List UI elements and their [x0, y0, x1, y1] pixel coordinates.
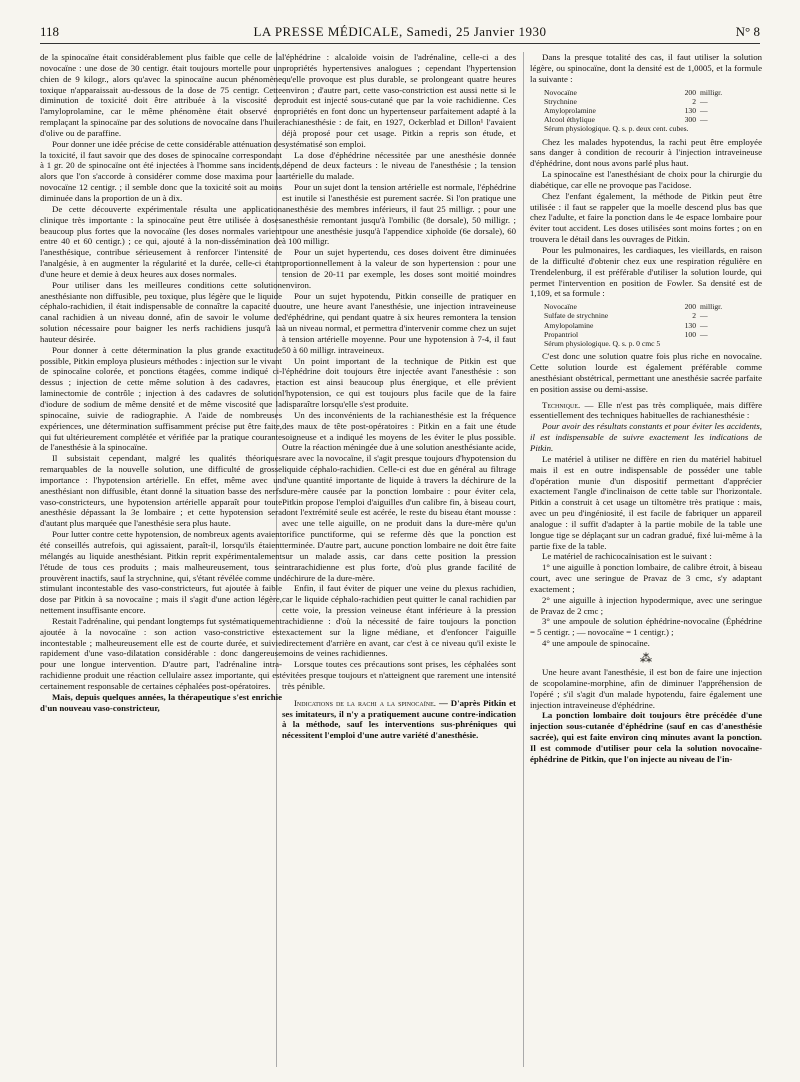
list-item: 4° une ampoule de spinocaïne.	[542, 638, 650, 649]
paragraph: Pour un sujet dont la tension artérielle est normale, l'éphédrine est inutile si l'anesthésie est purement sacrée. Si l'on pratique une anesthésie des membres inférieurs, il faut 25 milligr. ; pour une anesthésie remontant jusqu'à l'ombilic (8e dorsale), 50 milligr. ; pour une anesthésie jusqu'à l'appendice xiphoïde (6e dorsale), 60 à 100 milligr.	[282, 182, 516, 247]
indications-text: — D'après Pitkin et ses imitateurs, il n'y a pratiquement aucune contre-indication à la méthode, sauf les interventions sus-phréniques qui nécessitent l'emploi d'une autre variété d'anesthésie.	[282, 697, 516, 741]
formula-row: Novocaïne 200 milligr.	[544, 302, 723, 312]
formula-row: Novocaïne 200 milligr.	[544, 87, 723, 97]
technique-note: Pour avoir des résultats constants et pour éviter les accidents, il est indispensable de suivre exactement les indications de Pitkin.	[530, 421, 762, 453]
formula-row: Amyloprolamine 130 —	[544, 105, 708, 115]
list-item: 1° une aiguille à ponction lombaire, de calibre étroit, à biseau court, avec une seringue de Pravaz de 3 cmc, s'y adaptant exactement ;	[530, 562, 762, 594]
formula-row: Strychnine 2 —	[544, 96, 708, 106]
header-rule	[40, 43, 760, 44]
page-header	[40, 24, 760, 42]
formula-row: Sérum physiologique. Q. s. p. deux cent. cubes.	[544, 124, 689, 134]
paragraph: Restait l'adrénaline, qui pendant longtemps fut systématiquement ajoutée à la novocaïne : son action vaso-constrictive est incontestable ; malheureusement elle est de courte durée, et suivie rapidement d'une vaso-dilatation considérable : donc dangereuse pour une longue intervention. D'autre part, l'adrénaline intra-rachidienne produit une réaction cellulaire assez importante, qui est certainement responsable de certaines céphalées post-opératoires.	[40, 615, 282, 691]
page-number: 118	[40, 24, 60, 39]
paragraph: La dose d'éphédrine nécessitée par une anesthésie donnée dépend de deux facteurs : le niveau de l'anesthésie ; la tension artérielle du malade.	[282, 149, 516, 182]
paragraph: Il subsistait cependant, malgré les qualités théoriques remarquables de la nouvelle solution, une difficulté de grosse importance : l'hypotension artérielle. En effet, même avec un anesthésiant non diffusible, étant donné la situation basse des nerfs vaso-constricteurs, une hypotension artérielle apparaît pour toute anesthésie dépassant la 3e lombaire ; et cette hypotension sera d'autant plus marquée que l'anesthésie sera plus haute.	[40, 453, 282, 529]
paragraph: Lorsque toutes ces précautions sont prises, les céphalées sont évitées presque toujours et n'atteignent que rarement une intensité très pénible.	[282, 659, 516, 691]
formula-row: Alcool éthylique 300 —	[544, 115, 708, 125]
paragraph: Enfin, il faut éviter de piquer une veine du plexus rachidien, car le liquide céphalo-rachidien peut quitter le canal rachidien par cette voie, la pression veineuse étant inférieure à la pression rachidienne : d'où la nécessité de faire toujours la ponction exactement sur la ligne médiane, et d'enfoncer l'aiguille directement d'arrière en avant, car c'est à ce niveau qu'il existe le moins de veines rachidiennes.	[282, 583, 516, 659]
section-heading: Technique.	[542, 399, 581, 410]
paragraph: Chez les malades hypotendus, la rachi peut être employée sans danger à condition de recourir à l'injection intraveineuse d'éphédrine, dont nous avons parlé plus haut.	[530, 136, 762, 169]
formula-row: Propantriol 100 —	[544, 329, 708, 339]
list-item: 2° une aiguille à injection hypodermique, avec une seringue de Pravaz de 2 cmc ;	[530, 594, 762, 616]
column-2	[282, 52, 516, 741]
paragraph: de la spinocaïne était considérablement plus faible que celle de la novocaïne : une dose de 30 centigr. était toujours mortelle pour un chien de 9 kilogr., alors qu'avec la spinocaïne aucun phénomène toxique n'apparaissait au-dessous de la dose de 75 centigr. Cette diminution de toxicité doit être attribuée à la viscosité de l'amyloprolamine, car le même phénomène était observé en remplaçant la spinocaïne par des solutions de novocaïne dans l'huile d'olive ou de paraffine.	[40, 52, 282, 138]
paragraph: Pour donner à cette détermination la plus grande exactitude possible, Pitkin employa plusieurs méthodes : injection sur le vivant de spinocaïne colorée, et ponctions étagées, comme indiqué ci-dessus ; injection de cette même solution à des cadavres, et laminectomie de contrôle ; injection à des cadavres de solution d'iodure de sodium de même densité et de même viscosité que la spinocaïne, suivie de radiographie. A l'aide de nombreuses expériences, une détermination suffisamment précise put être faite, qui fut ultérieurement complétée et vérifiée par la pratique courante de l'anesthésie à la spinocaïne.	[40, 344, 282, 453]
paragraph: C'est donc une solution quatre fois plus riche en novocaïne. Cette solution lourde est également préférable comme anesthésiant obstétrical, permettant une anesthésie sacrée parfaite en position assise ou demi-assise.	[530, 351, 762, 394]
paragraph: La spinocaïne est l'anesthésiant de choix pour la chirurgie du diabétique, car elle ne provoque pas l'acidose.	[530, 169, 762, 190]
column-divider	[523, 52, 524, 1067]
paragraph: l'éphédrine : alcaloïde voisin de l'adrénaline, celle-ci a des propriétés hypertensives analogues ; cependant l'hypertension qu'elle provoque est plus durable, se prolongeant quatre heures environ ; d'autre part, cette vaso-constriction est aussi nette si le produit est injecté sous-cutané que par la voie rachidienne. Ces propriétés en font donc un hypertenseur parfaitement adapté à la rachianesthésie : de fait, en 1927, Ockerblad et Dillon¹ l'avaient déjà proposé pour cet usage. Pitkin a repris son étude, et systématisé son emploi.	[282, 52, 516, 149]
asterism-divider: ⁂	[640, 651, 652, 665]
paragraph: Pour utiliser dans les meilleures conditions cette solution anesthésiante non diffusible, peu toxique, plus légère que le liquide céphalo-rachidien, il était indispensable de connaître la capacité du canal rachidien à un niveau donné, afin de savoir le volume de solution nécessaire pour baigner les nerfs rachidiens jusqu'à la hauteur désirée.	[40, 279, 282, 344]
paragraph: Chez l'enfant également, la méthode de Pitkin peut être utilisée : il faut se rappeler que la moelle descend plus bas que chez l'adulte, et faire la ponction dans le 4e espace lombaire pour éviter tout accident. Les doses utilisées sont moins fortes ; on en trouvera le détail dans les ouvrages de Pitkin.	[530, 190, 762, 245]
section-heading: Indications de la rachi a la spinocaïne.	[294, 697, 436, 708]
formula-light-solution	[544, 88, 762, 134]
paragraph: Le matériel de rachicocaïnisation est le suivant :	[542, 551, 712, 562]
paragraph: Une heure avant l'anesthésie, il est bon de faire une injection de scopolamine-morphine, afin de diminuer l'appréhension de l'opéré ; s'il s'agit d'un malade hypotendu, faire également une injection intraveineuse d'éphédrine.	[530, 667, 762, 710]
paragraph: Pour un sujet hypertendu, ces doses doivent être diminuées proportionnellement à la valeur de son hypertension : pour une tension de 20-11 par exemple, les doses sont moitié moindres environ.	[282, 247, 516, 290]
column-1	[40, 52, 282, 713]
indications-paragraph	[282, 698, 516, 741]
paragraph: Un point important de la technique de Pitkin est que l'éphédrine doit toujours être injectée avant l'anesthésie : son action est ainsi beaucoup plus énergique, et elle prévient l'hypotension, ce qui est toujours plus facile que de la faire disparaître lorsqu'elle s'est produite.	[282, 355, 516, 409]
paragraph: De cette découverte expérimentale résulta une application clinique très importante : la spinocaïne peut être utilisée à doses beaucoup plus fortes que la novocaïne (les doses normales varient entre 40 et 60 centigr.) ; ce qui, ajouté à la non-dissémination de l'anesthésique, contribue sérieusement à renforcer l'intensité de l'analgésie, à en augmenter la régularité et la durée, celle-ci étant d'une heure et demie à deux heures aux doses normales.	[40, 203, 282, 279]
formula-row: Amylopolamine 130 —	[544, 320, 708, 330]
paragraph: Pour lutter contre cette hypotension, de nombreux agents avaient été conseillés autrefois, qui agissaient, paraît-il, lorsqu'ils étaient mélangés au liquide anesthésiant. Pitkin reprit expérimentalement l'étude de tous ces produits ; mais malheureusement, tous se prouvèrent inactifs, sauf la strychnine, qui, s'étant révélée comme un stimulant incontestable des vaso-constricteurs, fut ajoutée à faible dose par Pitkin à sa novocaïne ; mais il s'agit d'une action légère, nettement insuffisante encore.	[40, 529, 282, 616]
paragraph: Dans la presque totalité des cas, il faut utiliser la solution légère, ou spinocaïne, dont la densité est de 1,0005, et la formule la suivante :	[530, 52, 762, 84]
bold-paragraph: Mais, depuis quelques années, la thérapeutique s'est enrichie d'un nouveau vaso-constricteur,	[40, 691, 282, 713]
bold-paragraph: La ponction lombaire doit toujours être précédée d'une injection sous-cutanée d'éphédrine (sauf en cas d'anesthésie sacrée), qui est faite environ cinq minutes avant la ponction. Il est commode d'utiliser pour cela la solution novocaïne-éphédrine de Pitkin, que l'on injecte au niveau de l'in-	[530, 710, 762, 764]
formula-row: Sérum physiologique. Q. s. p. 0 cmc 5	[544, 339, 661, 349]
paragraph: Pour un sujet hypotendu, Pitkin conseille de pratiquer en outre, une heure avant l'anesthésie, une injection intraveineuse d'éphédrine, qui pendant quatre à six heures remontera la tension à un niveau normal, et permettra d'intervenir comme chez un sujet à tension artérielle moyenne. Pour une hypotension à 7-4, il faut 50 à 60 milligr. intraveineux.	[282, 290, 516, 355]
technique-paragraph: Technique. — Elle n'est pas très compliquée, mais diffère essentiellement des techniques habituelles de rachianesthésie :	[530, 399, 762, 421]
paragraph: Le matériel à utiliser ne diffère en rien du matériel habituel mais il est en outre indispensable de posséder une table d'opération munie d'un dispositif permettant d'apprécier exactement l'angle d'inclinaison de cette table sur l'horizontale. Pitkin a construit à cet usage un tiltomètre très pratique : mais, avec un peu d'ingéniosité, il est facile de fabriquer un appareil analogue : il suffit d'adapter à la partie mobile de la table une longue tige se déplaçant sur un cadran gradué, fixé lui-même à la partie fixe de la table.	[530, 453, 762, 551]
list-item: 3° une ampoule de solution éphédrine-novocaïne (Éphédrine = 5 centigr. ; — novocaïne = 1 centigr.) ;	[530, 616, 762, 638]
paragraph: Pour donner une idée précise de cette considérable atténuation de la toxicité, il faut savoir que des doses de spinocaïne correspondant à 1 gr. 20 de spinocaïne ont été injectées à l'homme sans incidents, alors que l'on s'accorde à considérer comme dose maxima pour la novocaïne 12 centigr. ; il semble donc que la toxicité soit au moins diminuée dans la proportion de un à dix.	[40, 138, 282, 203]
journal-title: LA PRESSE MÉDICALE, Samedi, 25 Janvier 1930	[253, 24, 547, 39]
formula-heavy-solution	[544, 302, 762, 348]
formula-row: Sulfate de strychnine 2 —	[544, 311, 708, 321]
issue-number: N° 8	[735, 24, 760, 39]
column-3	[530, 52, 762, 765]
paragraph: Un des inconvénients de la rachianesthésie est la fréquence des maux de tête post-opératoires : Pitkin en a fait une étude soigneuse et a indiqué les moyens de les éviter le plus possible. Outre la réaction méningée due à une solution anesthésiante acide, rare avec la novocaïne, il s'agit presque toujours d'hypotension du liquide céphalo-rachidien. Celle-ci est due en général au filtrage d'une quantité importante de liquide à travers la déchirure de la dure-mère causée par la ponction lombaire : pour éviter cela, Pitkin propose l'emploi d'aiguilles d'un calibre fin, à biseau court, dont l'extrémité seule est acérée, le reste du biseau étant mousse : avec une telle aiguille, on ne produit dans la dure-mère qu'un orifice punctiforme, qui se referme dès que la ponction est terminée. D'autre part, aucune ponction lombaire ne doit être faite sur un malade assis, car dans cette position la pression intrarachidienne est plus forte, d'où plus grande facilité de déchirure de la dure-mère.	[282, 409, 517, 583]
paragraph: Pour les pulmonaires, les cardiaques, les vieillards, en raison de la difficulté d'obtenir chez eux une respiration régulière en Trendelenburg, il est préférable d'utiliser la solution lourde, qui permet l'intervention en position de Fowler. Sa densité est de 1,109, et sa formule :	[530, 244, 762, 299]
